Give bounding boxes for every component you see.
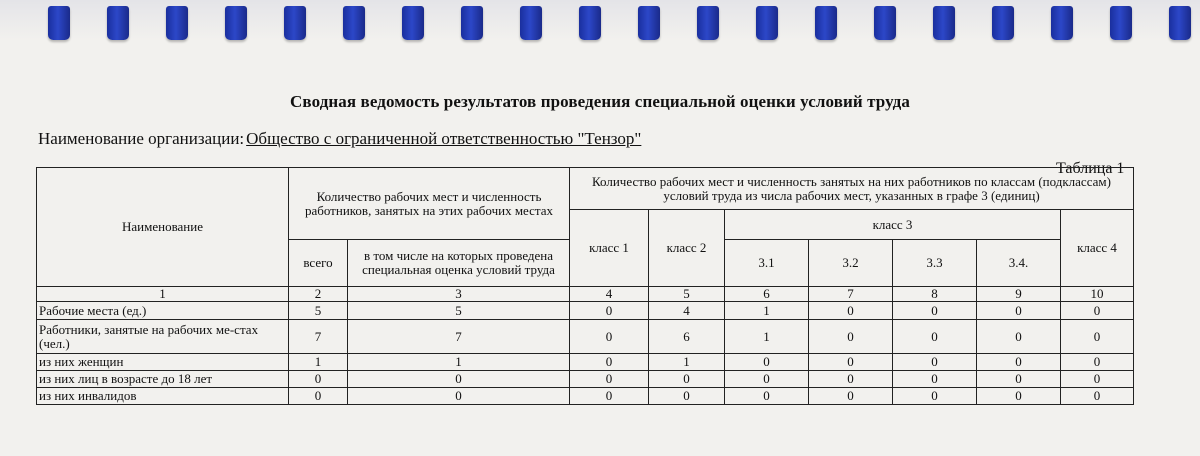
cell-value: 0 xyxy=(893,388,977,405)
cell-value: 0 xyxy=(1061,320,1134,354)
column-number: 8 xyxy=(893,287,977,302)
binding-ring xyxy=(638,6,660,40)
cell-value: 0 xyxy=(348,371,570,388)
header-class-2: класс 2 xyxy=(649,210,725,287)
binding-ring xyxy=(48,6,70,40)
column-number: 1 xyxy=(37,287,289,302)
header-class-1: класс 1 xyxy=(570,210,649,287)
column-number: 6 xyxy=(725,287,809,302)
header-total: всего xyxy=(289,240,348,287)
binding-ring xyxy=(402,6,424,40)
binding-ring xyxy=(756,6,778,40)
cell-value: 7 xyxy=(348,320,570,354)
column-number: 7 xyxy=(809,287,893,302)
row-name: Рабочие места (ед.) xyxy=(37,302,289,320)
cell-value: 5 xyxy=(289,302,348,320)
binding-ring xyxy=(1169,6,1191,40)
column-number: 3 xyxy=(348,287,570,302)
cell-value: 0 xyxy=(725,354,809,371)
cell-value: 0 xyxy=(570,371,649,388)
cell-value: 1 xyxy=(725,320,809,354)
cell-value: 0 xyxy=(1061,388,1134,405)
binding-ring xyxy=(992,6,1014,40)
cell-value: 0 xyxy=(893,354,977,371)
organization-line xyxy=(38,129,641,149)
column-number: 9 xyxy=(977,287,1061,302)
binding-ring xyxy=(166,6,188,40)
binding-ring xyxy=(520,6,542,40)
cell-value: 0 xyxy=(977,388,1061,405)
cell-value: 1 xyxy=(348,354,570,371)
cell-value: 0 xyxy=(893,302,977,320)
cell-value: 0 xyxy=(725,388,809,405)
table-label: Таблица 1 xyxy=(1056,160,1125,177)
binding-ring xyxy=(343,6,365,40)
binding-ring xyxy=(225,6,247,40)
header-workplaces-group: Количество рабочих мест и численность работников, занятых на этих рабочих местах xyxy=(289,168,570,240)
column-number: 5 xyxy=(649,287,725,302)
cell-value: 5 xyxy=(348,302,570,320)
table-row xyxy=(37,388,1134,405)
cell-value: 0 xyxy=(570,320,649,354)
cell-value: 4 xyxy=(649,302,725,320)
cell-value: 0 xyxy=(893,320,977,354)
cell-value: 0 xyxy=(809,371,893,388)
table-row xyxy=(37,320,1134,354)
cell-value: 1 xyxy=(725,302,809,320)
cell-value: 0 xyxy=(809,320,893,354)
header-class-3-3: 3.3 xyxy=(893,240,977,287)
binding-ring xyxy=(461,6,483,40)
cell-value: 0 xyxy=(725,371,809,388)
cell-value: 0 xyxy=(570,302,649,320)
cell-value: 0 xyxy=(570,388,649,405)
binding-ring xyxy=(107,6,129,40)
document-title: Сводная ведомость результатов проведения специальной оценки условий труда xyxy=(290,92,910,111)
cell-value: 0 xyxy=(893,371,977,388)
table-row xyxy=(37,354,1134,371)
cell-value: 7 xyxy=(289,320,348,354)
header-class-3-4: 3.4. xyxy=(977,240,1061,287)
binding-ring xyxy=(697,6,719,40)
cell-value: 1 xyxy=(649,354,725,371)
summary-table xyxy=(36,167,1134,405)
header-class-3-1: 3.1 xyxy=(725,240,809,287)
cell-value: 0 xyxy=(1061,354,1134,371)
row-name: из них женщин xyxy=(37,354,289,371)
spiral-binding xyxy=(0,0,1200,40)
header-class-3: класс 3 xyxy=(725,210,1061,240)
cell-value: 6 xyxy=(649,320,725,354)
cell-value: 0 xyxy=(977,302,1061,320)
binding-ring xyxy=(933,6,955,40)
binding-ring xyxy=(284,6,306,40)
column-number: 4 xyxy=(570,287,649,302)
cell-value: 0 xyxy=(1061,371,1134,388)
cell-value: 0 xyxy=(809,354,893,371)
cell-value: 0 xyxy=(1061,302,1134,320)
header-class-3-2: 3.2 xyxy=(809,240,893,287)
header-assessed: в том числе на которых проведена специальная оценка условий труда xyxy=(348,240,570,287)
cell-value: 1 xyxy=(289,354,348,371)
cell-value: 0 xyxy=(348,388,570,405)
binding-ring xyxy=(1110,6,1132,40)
cell-value: 0 xyxy=(977,320,1061,354)
organization-value: Общество с ограниченной ответственностью "Тензор" xyxy=(246,129,642,148)
binding-ring xyxy=(815,6,837,40)
header-class-4: класс 4 xyxy=(1061,210,1134,287)
cell-value: 0 xyxy=(809,388,893,405)
row-name: из них лиц в возрасте до 18 лет xyxy=(37,371,289,388)
cell-value: 0 xyxy=(289,388,348,405)
cell-value: 0 xyxy=(570,354,649,371)
column-number: 2 xyxy=(289,287,348,302)
cell-value: 0 xyxy=(809,302,893,320)
table-row xyxy=(37,371,1134,388)
binding-ring xyxy=(579,6,601,40)
cell-value: 0 xyxy=(289,371,348,388)
column-number-row xyxy=(37,287,1134,302)
header-classes-group: Количество рабочих мест и численность занятых на них работников по классам (подклассам) условий труда из числа рабочих мест, указанных в графе 3 (единиц) xyxy=(570,168,1134,210)
binding-ring xyxy=(874,6,896,40)
row-name: из них инвалидов xyxy=(37,388,289,405)
column-number: 10 xyxy=(1061,287,1134,302)
cell-value: 0 xyxy=(649,371,725,388)
organization-label: Наименование организации: xyxy=(38,129,245,148)
cell-value: 0 xyxy=(977,371,1061,388)
table-row xyxy=(37,302,1134,320)
row-name: Работники, занятые на рабочих ме-стах (чел.) xyxy=(37,320,289,354)
cell-value: 0 xyxy=(649,388,725,405)
header-name: Наименование xyxy=(37,168,289,287)
cell-value: 0 xyxy=(977,354,1061,371)
binding-ring xyxy=(1051,6,1073,40)
